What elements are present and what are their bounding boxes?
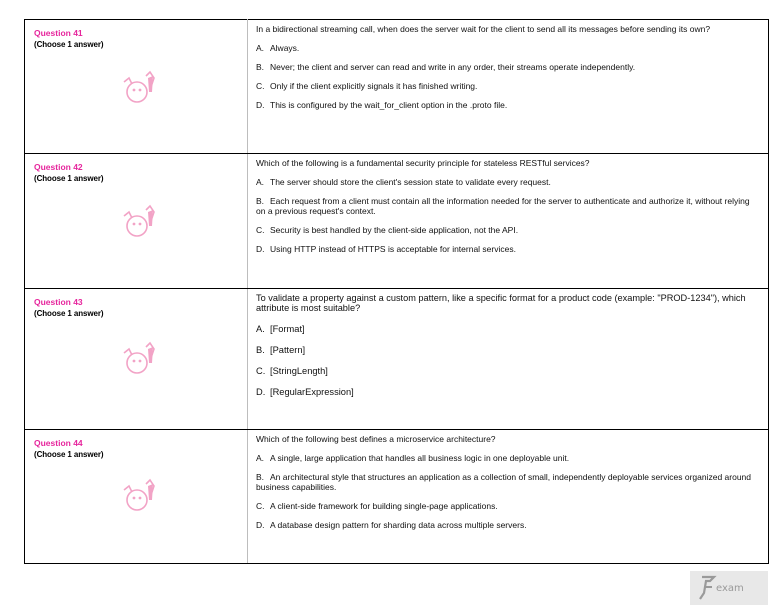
answer-option-c[interactable]: C. A client-side framework for building single-page applications.	[256, 501, 498, 511]
question-number: Question 44	[34, 438, 83, 448]
answer-option-b[interactable]: B. [Pattern]	[256, 345, 306, 355]
answer-option-d[interactable]: D. A database design pattern for sharding data across multiple servers.	[256, 520, 527, 530]
mascot-icon	[118, 339, 162, 379]
question-meta-cell	[25, 154, 248, 289]
question-number: Question 41	[34, 28, 83, 38]
question-sheet	[24, 19, 767, 564]
question-meta-cell	[25, 430, 248, 564]
question-row-42	[25, 154, 769, 289]
question-number: Question 43	[34, 297, 83, 307]
question-table	[24, 19, 769, 564]
question-body-cell	[248, 289, 769, 430]
answer-option-a[interactable]: A. [Format]	[256, 324, 305, 334]
mascot-icon	[118, 476, 162, 516]
answer-option-b[interactable]: B. Never; the client and server can read and write in any order, their streams operate independently.	[256, 62, 636, 72]
question-body-cell	[248, 154, 769, 289]
question-row-41	[25, 20, 769, 154]
answer-option-d[interactable]: D. Using HTTP instead of HTTPS is acceptable for internal services.	[256, 244, 516, 254]
answer-option-d[interactable]: D. [RegularExpression]	[256, 387, 354, 397]
answer-option-a[interactable]: A. The server should store the client's session state to validate every request.	[256, 177, 551, 187]
question-meta-cell	[25, 289, 248, 430]
question-body-cell	[248, 430, 769, 564]
question-stem: Which of the following is a fundamental security principle for stateless RESTful services?	[256, 158, 590, 168]
exam-logo	[690, 571, 768, 605]
answer-option-c[interactable]: C. [StringLength]	[256, 366, 328, 376]
question-instruction: (Choose 1 answer)	[34, 174, 104, 183]
mascot-icon	[118, 68, 162, 108]
question-stem: In a bidirectional streaming call, when does the server wait for the client to send all its messages before sending its own?	[256, 24, 711, 34]
question-stem: Which of the following best defines a microservice architecture?	[256, 434, 496, 444]
question-body-cell	[248, 20, 769, 154]
question-instruction: (Choose 1 answer)	[34, 450, 104, 459]
question-instruction: (Choose 1 answer)	[34, 309, 104, 318]
question-number: Question 42	[34, 162, 83, 172]
answer-option-c[interactable]: C. Only if the client explicitly signals it has finished writing.	[256, 81, 478, 91]
answer-option-b[interactable]: B. An architectural style that structures an application as a collection of small, independently deployable services organized around business capabilities.	[256, 472, 751, 492]
answer-option-a[interactable]: A. Always.	[256, 43, 300, 53]
question-instruction: (Choose 1 answer)	[34, 40, 104, 49]
question-row-43	[25, 289, 769, 430]
question-stem: To validate a property against a custom pattern, like a specific format for a product code (example: "PROD-1234"), which attribute is most suitable?	[256, 293, 746, 313]
answer-option-d[interactable]: D. This is configured by the wait_for_client option in the .proto file.	[256, 100, 508, 110]
answer-option-c[interactable]: C. Security is best handled by the client-side application, not the API.	[256, 225, 519, 235]
answer-option-a[interactable]: A. A single, large application that handles all business logic in one deployable unit.	[256, 453, 570, 463]
mascot-icon	[118, 202, 162, 242]
logo-text: exam	[716, 583, 744, 594]
answer-option-b[interactable]: B. Each request from a client must contain all the information needed for the server to authenticate and authorize it, without relying on a previous request's context.	[256, 196, 750, 216]
question-meta-cell	[25, 20, 248, 154]
question-row-44	[25, 430, 769, 564]
